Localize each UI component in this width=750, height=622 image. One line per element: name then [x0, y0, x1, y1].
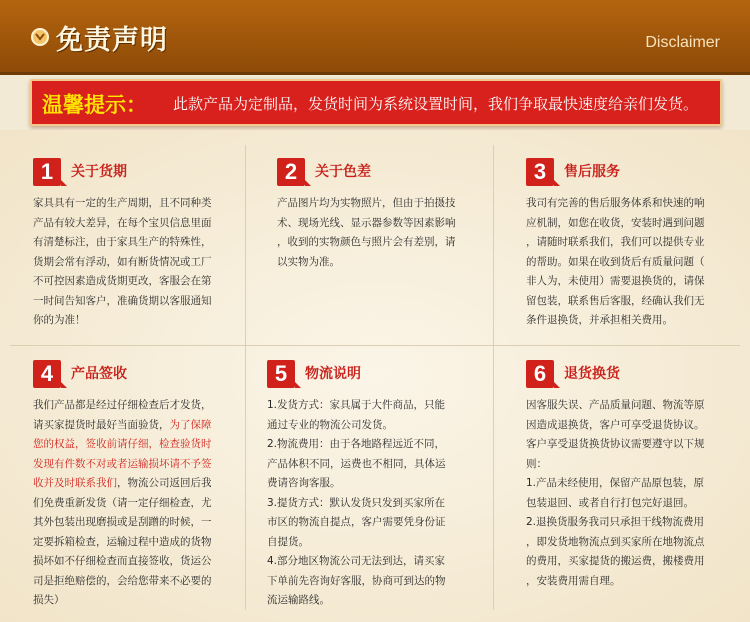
card-title: 售后服务	[564, 164, 620, 180]
card-line: 定要拆箱检查，运输过程中造成的货物	[33, 535, 212, 548]
card-title: 关于色差	[315, 164, 371, 180]
card-line: 1.产品未经使用，保留产品原包装，原	[526, 477, 705, 489]
notice-banner	[30, 79, 722, 126]
card-line: 一时间告知客户，准确货期以客服通知	[33, 294, 212, 307]
card-header	[33, 360, 258, 390]
card-body	[526, 396, 750, 591]
card-line: 术、现场光线、显示器参数等因素影响	[277, 216, 456, 229]
card-line: ，收到的实物颜色与照片会有差别，请	[277, 236, 456, 248]
card-line: 费请咨询客服。	[267, 477, 341, 489]
card-after-sales	[526, 158, 750, 331]
card-line: 家具具有一定的生产周期，且不同种类	[33, 197, 212, 209]
card-line: ，安装费用需自理。	[526, 574, 621, 587]
card-line: 2.物流费用：由于各地路程远近不同，	[267, 438, 446, 450]
card-header	[277, 158, 502, 188]
card-line: 你的为准！	[33, 314, 86, 326]
card-highlight-text: 收并及时联系我们	[33, 477, 117, 489]
card-line: 司是拒绝赔偿的，会给您带来不必要的	[33, 574, 212, 587]
page-title: 免责声明	[56, 25, 168, 56]
card-line: 产品图片均为实物照片，但由于拍摄技	[277, 197, 456, 209]
card-color-difference	[277, 158, 502, 272]
card-line: 3.提货方式：默认发货只发到买家所在	[267, 496, 446, 509]
card-line: 包装退回、或者自行打包完好退回。	[526, 496, 694, 509]
card-text: ，物流公司返回后我	[117, 477, 212, 489]
card-logistics	[267, 360, 492, 611]
card-line: 因客服失误、产品质量问题、物流等原	[526, 399, 705, 411]
card-line: ，请随时联系我们，我们可以提供专业	[526, 236, 705, 248]
card-number-badge: 6	[526, 360, 554, 388]
card-body	[526, 194, 750, 331]
notice-label: 温馨提示：	[42, 93, 147, 117]
card-line: 们免费重新发货（请一定仔细检查，尤	[33, 496, 212, 509]
card-line: ，即发货地物流点到买家所在地物流点	[526, 535, 705, 548]
card-body	[277, 194, 502, 272]
card-body	[33, 396, 258, 611]
card-line: 流运输路线。	[267, 594, 330, 606]
card-line: 因造成退换货，客户可享受退货协议。	[526, 418, 705, 431]
card-line: 货期会常有浮动，如有断货情况或工厂	[33, 255, 212, 268]
card-number-badge: 5	[267, 360, 295, 388]
card-body	[267, 396, 492, 611]
card-line: 4.部分地区物流公司无法到达，请买家	[267, 555, 446, 567]
card-product-receipt	[33, 360, 258, 611]
card-line: 自提货。	[267, 535, 309, 548]
card-title: 物流说明	[305, 366, 361, 382]
card-line: 1.发货方式：家具属于大件商品，只能	[267, 399, 446, 411]
card-header	[33, 158, 258, 188]
card-line: 不可控因素造成货期更改，客服会在第	[33, 275, 212, 287]
card-title: 产品签收	[71, 366, 127, 382]
page-subtitle: Disclaimer	[645, 34, 720, 51]
card-highlight-text: 您的权益，签收前请仔细，检查验货时	[33, 438, 212, 450]
card-line: 产品有较大差异，在每个宝贝信息里面	[33, 216, 212, 229]
card-line: 应机制，如您在收货，安装时遇到问题	[526, 216, 705, 229]
card-number-badge: 1	[33, 158, 61, 186]
row-divider	[10, 345, 740, 346]
card-highlight-text: 为了保障	[169, 418, 212, 431]
card-number-badge: 2	[277, 158, 305, 186]
card-number-badge: 4	[33, 360, 61, 388]
card-line: 则：	[526, 457, 547, 470]
card-header	[526, 360, 750, 390]
card-header	[526, 158, 750, 188]
card-line: 有清楚标注，由于家具生产的特殊性，	[33, 236, 212, 248]
card-line: 市区的物流自提点，客户需要凭身份证	[267, 516, 446, 528]
card-line: 以实物为准。	[277, 255, 340, 268]
card-line: 产品体积不同，运费也不相同，具体运	[267, 457, 446, 470]
card-line: 下单前先咨询好客服，协商可到达的物	[267, 574, 446, 587]
card-line	[33, 474, 258, 494]
notice-text: 此款产品为定制品，发货时间为系统设置时间，我们争取最快速度给亲们发货。	[173, 95, 699, 113]
card-line: 损失）	[33, 594, 65, 606]
card-title: 退货换货	[564, 366, 620, 382]
card-number-badge: 3	[526, 158, 554, 186]
card-line: 的费用，买家提货的搬运费，搬楼费用	[526, 555, 705, 567]
card-line: 损坏如不仔细检查而直接签收，货运公	[33, 555, 212, 567]
card-header	[267, 360, 492, 390]
card-line: 其外包装出现磨损或是刮蹭的时候，一	[33, 516, 212, 528]
card-text: 请买家提货时最好当面验货，	[33, 418, 170, 431]
card-line	[33, 416, 258, 436]
card-line: 2.退换货服务我司只承担干线物流费用	[526, 516, 705, 528]
card-body	[33, 194, 258, 331]
card-returns-exchanges	[526, 360, 750, 591]
card-delivery-period	[33, 158, 258, 331]
chevron-down-icon	[31, 28, 49, 46]
card-line: 留包装，联系售后客服，经确认我们无	[526, 294, 705, 307]
card-line: 客户享受退货换货协议需要遵守以下规	[526, 438, 705, 450]
card-title: 关于货期	[71, 164, 127, 180]
card-line: 条件退换货，并承担相关费用。	[526, 314, 673, 326]
card-line: 我司有完善的售后服务体系和快速的响	[526, 197, 705, 209]
content-area	[0, 130, 750, 622]
header-banner	[0, 0, 750, 75]
card-line: 的帮助。如果在收到货后有质量问题（	[526, 255, 705, 268]
card-highlight-text: 发现有件数不对或者运输损坏请不予签	[33, 457, 212, 470]
card-line: 通过专业的物流公司发货。	[267, 418, 393, 431]
card-line: 我们产品都是经过仔细检查后才发货，	[33, 399, 212, 411]
card-line: 非人为，未使用）需要退换货的，请保	[526, 275, 705, 287]
